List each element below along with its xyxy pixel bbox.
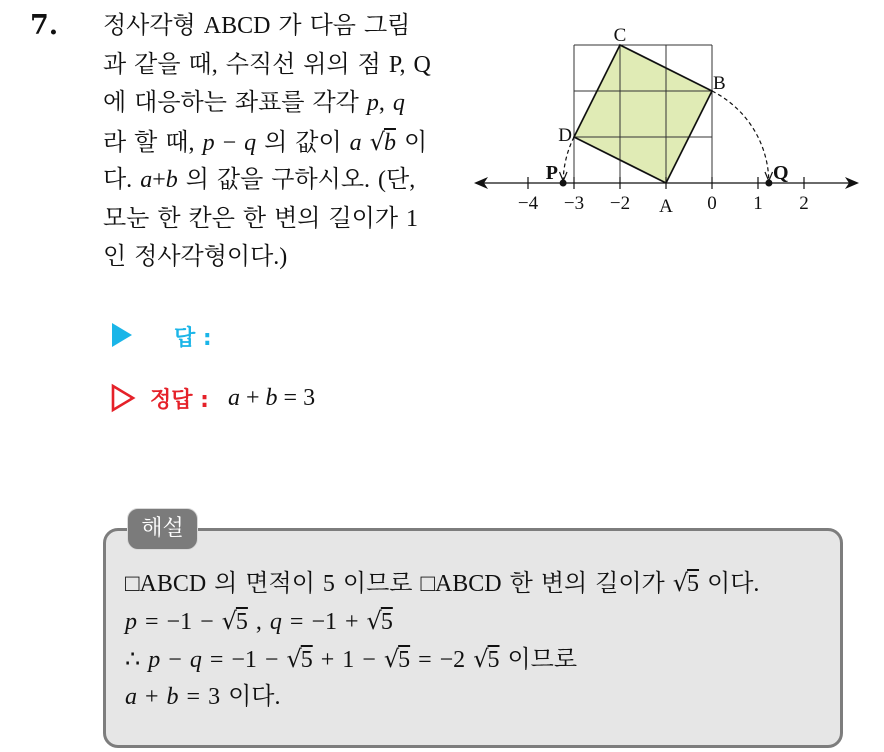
text-run: 과 같을 때, 수직선 위의 점 P, Q (103, 51, 431, 78)
number-line-diagram (465, 15, 865, 220)
point-p-dot (560, 180, 567, 187)
radicand: 5 (380, 609, 393, 635)
question-line (103, 46, 455, 85)
outline-triangle-icon (109, 383, 137, 413)
radical-sign: √ (369, 127, 385, 156)
question-text (103, 7, 455, 277)
text-run: 이 (395, 129, 428, 156)
question-number: 7. (30, 10, 59, 41)
radicand: 5 (487, 647, 500, 673)
math-variable: b (165, 167, 178, 193)
question-line (103, 161, 455, 200)
radical-sign: √ (383, 645, 400, 673)
radicand: 5 (300, 647, 313, 673)
question-line (103, 123, 455, 162)
text-run: 의 값이 (256, 129, 350, 156)
math-variable: q (189, 647, 202, 673)
text-run: 이므로 (499, 647, 578, 673)
question-line (103, 238, 455, 277)
text-run: + (137, 684, 167, 710)
tick-label: −3 (563, 193, 585, 214)
explanation-tab: 해설 (127, 508, 198, 550)
text-run: + (152, 167, 166, 193)
correct-answer-expression (228, 382, 315, 414)
text-run: 정사각형 ABCD 가 다음 그림 (103, 13, 411, 39)
text-run: = −1 − (137, 609, 222, 635)
radical-sign: √ (221, 607, 237, 635)
math-variable: a (349, 129, 362, 156)
text-run: = 3 이다. (178, 684, 281, 710)
math-variable: q (269, 609, 282, 635)
math-variable: a (140, 167, 153, 193)
tick-label: 1 (753, 193, 763, 214)
explanation-line (125, 564, 759, 602)
text-run: □ABCD 의 면적이 5 이므로 □ABCD 한 변의 길이가 (125, 571, 673, 597)
text-run: , (247, 609, 270, 635)
radicand: 5 (398, 647, 411, 673)
point-label-q: Q (773, 162, 789, 184)
vertex-label-d: D (558, 125, 572, 146)
explanation-line (125, 602, 759, 640)
text-run: ∴ (125, 647, 149, 673)
math-variable: p (148, 647, 161, 673)
math-variable: p (125, 609, 137, 635)
question-line (103, 7, 455, 46)
text-run: 다. (103, 167, 141, 193)
text-run: − (214, 129, 245, 156)
vertex-label-b: B (713, 73, 726, 94)
math-variable: a (228, 385, 240, 411)
text-run (362, 130, 370, 156)
math-variable: b (265, 385, 278, 411)
vertex-label-a: A (659, 196, 673, 217)
text-run: , (378, 90, 393, 116)
text-run: 인 정사각형이다.) (103, 244, 288, 270)
text-run: − (160, 647, 190, 673)
text-run: = −1 − (201, 647, 287, 673)
text-run: + 1 − (312, 647, 384, 673)
correct-answer-label: 정답 : (150, 388, 209, 413)
text-run: = 3 (277, 385, 316, 411)
text-run: = −1 + (281, 609, 367, 635)
text-run: 라 할 때, (103, 129, 203, 156)
text-run: + (240, 385, 266, 411)
question-line (103, 200, 455, 239)
text-run: 이다. (699, 571, 760, 597)
math-variable: p (202, 129, 215, 156)
tick-label: −4 (517, 193, 539, 214)
text-run: = −2 (410, 647, 474, 673)
text-run: 의 값을 구하시오. (단, (177, 167, 416, 193)
play-triangle-icon (110, 321, 134, 349)
question-line (103, 84, 455, 123)
radicand: 5 (235, 609, 248, 635)
radical-sign: √ (473, 645, 489, 673)
square-abcd-fill (574, 45, 712, 183)
radicand: b (383, 129, 396, 156)
radical-sign: √ (366, 607, 382, 635)
tick-label: −2 (609, 193, 631, 214)
arc-b-to-q (712, 91, 769, 180)
math-variable: p (366, 90, 379, 116)
text-run: 모눈 한 칸은 한 변의 길이가 1 (103, 205, 419, 232)
explanation-text (125, 564, 759, 716)
text-run: 에 대응하는 좌표를 각각 (103, 90, 367, 116)
explanation-line (125, 640, 759, 678)
explanation-line (125, 678, 759, 716)
point-q-dot (765, 180, 772, 187)
tick-label: 0 (707, 193, 717, 214)
point-label-p: P (545, 162, 558, 184)
math-variable: a (125, 684, 137, 710)
math-variable: b (166, 684, 179, 710)
tick-label: 2 (799, 193, 809, 214)
math-variable: q (244, 129, 257, 156)
answer-label: 답 : (174, 326, 212, 351)
radical-sign: √ (286, 645, 302, 673)
radicand: 5 (687, 571, 700, 597)
vertex-label-c: C (613, 25, 627, 46)
math-variable: q (392, 90, 405, 116)
radical-sign: √ (672, 569, 689, 597)
